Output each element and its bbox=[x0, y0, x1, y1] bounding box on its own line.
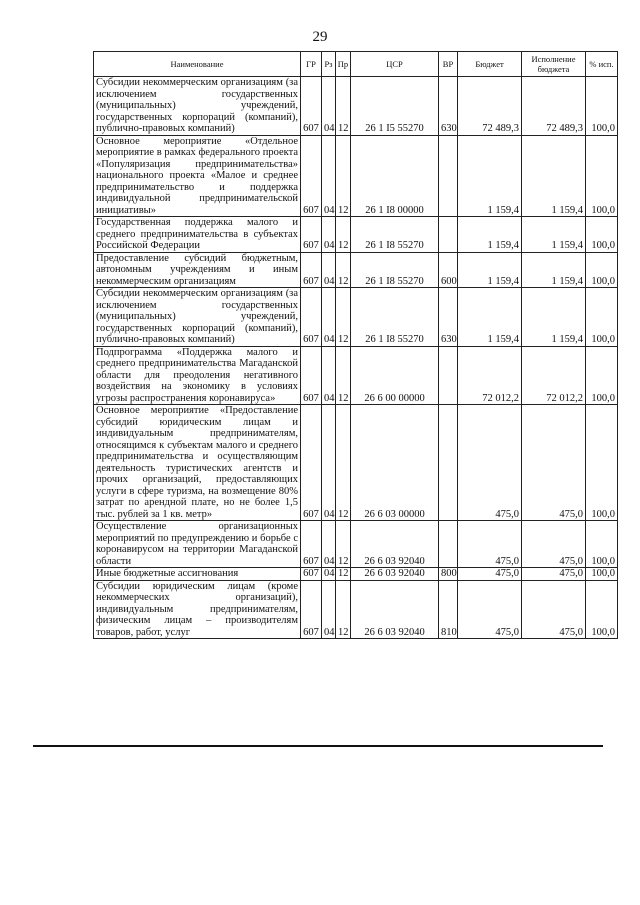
row-name: Основное мероприятие «Предоставление субсидий юридическим лицам и индивидуальным предпринимателям, относящимся к субъектам малого и среднего предпринимательства и осуществляющим деятельность туристических агентств и прочих организаций, предоставляющих услуги в сфере туризма, на возмещение 80% затрат по арендной плате, но не более 1,5 тыс. рублей за 1 кв. метр» bbox=[94, 405, 301, 521]
row-csr: 26 6 03 00000 bbox=[351, 405, 439, 521]
row-execution: 72 012,2 bbox=[522, 346, 586, 405]
row-name: Подпрограмма «Поддержка малого и среднего предпринимательства Магаданской области для преодоления негативного воздействия на экономику в условиях угрозы распространения коронавируса» bbox=[94, 346, 301, 405]
table-row bbox=[94, 135, 618, 217]
row-budget: 475,0 bbox=[458, 568, 522, 581]
row-budget: 475,0 bbox=[458, 580, 522, 639]
row-execution: 1 159,4 bbox=[522, 288, 586, 347]
row-pr: 12 bbox=[336, 405, 351, 521]
row-percent: 100,0 bbox=[586, 77, 618, 136]
row-execution: 475,0 bbox=[522, 405, 586, 521]
row-rz: 04 bbox=[322, 521, 336, 568]
row-gr: 607 bbox=[301, 252, 322, 288]
row-execution: 1 159,4 bbox=[522, 252, 586, 288]
row-vr: 800 bbox=[439, 568, 458, 581]
row-rz: 04 bbox=[322, 580, 336, 639]
table-row bbox=[94, 217, 618, 253]
row-pr: 12 bbox=[336, 568, 351, 581]
row-rz: 04 bbox=[322, 252, 336, 288]
row-vr: 630 bbox=[439, 288, 458, 347]
row-pr: 12 bbox=[336, 288, 351, 347]
row-pr: 12 bbox=[336, 580, 351, 639]
table-header-row bbox=[94, 52, 618, 77]
row-rz: 04 bbox=[322, 135, 336, 217]
col-header-gr: ГР bbox=[301, 52, 322, 77]
row-rz: 04 bbox=[322, 217, 336, 253]
table-row bbox=[94, 405, 618, 521]
row-csr: 26 1 I5 55270 bbox=[351, 77, 439, 136]
row-csr: 26 6 00 00000 bbox=[351, 346, 439, 405]
row-vr bbox=[439, 135, 458, 217]
row-percent: 100,0 bbox=[586, 580, 618, 639]
col-header-name: Наименование bbox=[94, 52, 301, 77]
row-csr: 26 1 I8 00000 bbox=[351, 135, 439, 217]
row-percent: 100,0 bbox=[586, 135, 618, 217]
row-name: Предоставление субсидий бюджетным, автономным учреждениям и иным некоммерческим организациям bbox=[94, 252, 301, 288]
table-row bbox=[94, 77, 618, 136]
row-name: Иные бюджетные ассигнования bbox=[94, 568, 301, 581]
table-row bbox=[94, 288, 618, 347]
row-pr: 12 bbox=[336, 252, 351, 288]
row-percent: 100,0 bbox=[586, 405, 618, 521]
row-execution: 475,0 bbox=[522, 580, 586, 639]
row-budget: 72 012,2 bbox=[458, 346, 522, 405]
table-row bbox=[94, 580, 618, 639]
row-gr: 607 bbox=[301, 521, 322, 568]
row-execution: 475,0 bbox=[522, 568, 586, 581]
row-gr: 607 bbox=[301, 580, 322, 639]
row-percent: 100,0 bbox=[586, 346, 618, 405]
footer-divider bbox=[33, 745, 603, 747]
row-pr: 12 bbox=[336, 521, 351, 568]
row-execution: 475,0 bbox=[522, 521, 586, 568]
row-budget: 475,0 bbox=[458, 521, 522, 568]
row-rz: 04 bbox=[322, 405, 336, 521]
col-header-csr: ЦСР bbox=[351, 52, 439, 77]
row-name: Субсидии некоммерческим организациям (за исключением государственных (муниципальных) учреждений, государственных корпораций (компаний), публично-правовых компаний) bbox=[94, 77, 301, 136]
row-budget: 1 159,4 bbox=[458, 288, 522, 347]
budget-table bbox=[93, 51, 618, 639]
row-csr: 26 1 I8 55270 bbox=[351, 217, 439, 253]
row-name: Осуществление организационных мероприятий по предупреждению и борьбе с коронавирусом на территории Магаданской области bbox=[94, 521, 301, 568]
row-gr: 607 bbox=[301, 405, 322, 521]
row-pr: 12 bbox=[336, 217, 351, 253]
row-budget: 1 159,4 bbox=[458, 252, 522, 288]
page-number: 29 bbox=[312, 29, 328, 45]
row-csr: 26 1 I8 55270 bbox=[351, 252, 439, 288]
table-row bbox=[94, 346, 618, 405]
row-pr: 12 bbox=[336, 135, 351, 217]
row-gr: 607 bbox=[301, 135, 322, 217]
row-budget: 1 159,4 bbox=[458, 217, 522, 253]
row-budget: 1 159,4 bbox=[458, 135, 522, 217]
row-vr bbox=[439, 217, 458, 253]
row-name: Субсидии некоммерческим организациям (за исключением государственных (муниципальных) учреждений, государственных корпораций (компаний), публично-правовых компаний) bbox=[94, 288, 301, 347]
row-gr: 607 bbox=[301, 288, 322, 347]
row-rz: 04 bbox=[322, 77, 336, 136]
row-percent: 100,0 bbox=[586, 217, 618, 253]
row-gr: 607 bbox=[301, 217, 322, 253]
row-csr: 26 6 03 92040 bbox=[351, 568, 439, 581]
row-vr: 600 bbox=[439, 252, 458, 288]
col-header-vr: ВР bbox=[439, 52, 458, 77]
row-gr: 607 bbox=[301, 568, 322, 581]
row-vr bbox=[439, 346, 458, 405]
row-pr: 12 bbox=[336, 77, 351, 136]
row-percent: 100,0 bbox=[586, 252, 618, 288]
col-header-pr: Пр bbox=[336, 52, 351, 77]
row-name: Государственная поддержка малого и среднего предпринимательства в субъектах Российской Федерации bbox=[94, 217, 301, 253]
col-header-percent: % исп. bbox=[586, 52, 618, 77]
col-header-rz: Рз bbox=[322, 52, 336, 77]
row-percent: 100,0 bbox=[586, 568, 618, 581]
row-name: Основное мероприятие «Отдельное мероприятие в рамках федерального проекта «Популяризация предпринимательства» национального проекта «Малое и среднее предпринимательство и поддержка индивидуальной предпринимательской инициативы» bbox=[94, 135, 301, 217]
row-csr: 26 6 03 92040 bbox=[351, 580, 439, 639]
row-budget: 475,0 bbox=[458, 405, 522, 521]
row-gr: 607 bbox=[301, 346, 322, 405]
row-execution: 1 159,4 bbox=[522, 217, 586, 253]
row-budget: 72 489,3 bbox=[458, 77, 522, 136]
row-execution: 1 159,4 bbox=[522, 135, 586, 217]
row-name: Субсидии юридическим лицам (кроме некоммерческих организаций), индивидуальным предпринимателям, физическим лицам – производителям товаров, работ, услуг bbox=[94, 580, 301, 639]
row-vr: 810 bbox=[439, 580, 458, 639]
row-vr bbox=[439, 405, 458, 521]
row-execution: 72 489,3 bbox=[522, 77, 586, 136]
row-percent: 100,0 bbox=[586, 288, 618, 347]
row-rz: 04 bbox=[322, 346, 336, 405]
row-csr: 26 1 I8 55270 bbox=[351, 288, 439, 347]
table-row bbox=[94, 521, 618, 568]
row-csr: 26 6 03 92040 bbox=[351, 521, 439, 568]
col-header-execution: Исполнение бюджета bbox=[522, 52, 586, 77]
row-pr: 12 bbox=[336, 346, 351, 405]
row-vr: 630 bbox=[439, 77, 458, 136]
table-row bbox=[94, 252, 618, 288]
row-rz: 04 bbox=[322, 568, 336, 581]
col-header-budget: Бюджет bbox=[458, 52, 522, 77]
row-vr bbox=[439, 521, 458, 568]
row-rz: 04 bbox=[322, 288, 336, 347]
table-row bbox=[94, 568, 618, 581]
row-percent: 100,0 bbox=[586, 521, 618, 568]
row-gr: 607 bbox=[301, 77, 322, 136]
